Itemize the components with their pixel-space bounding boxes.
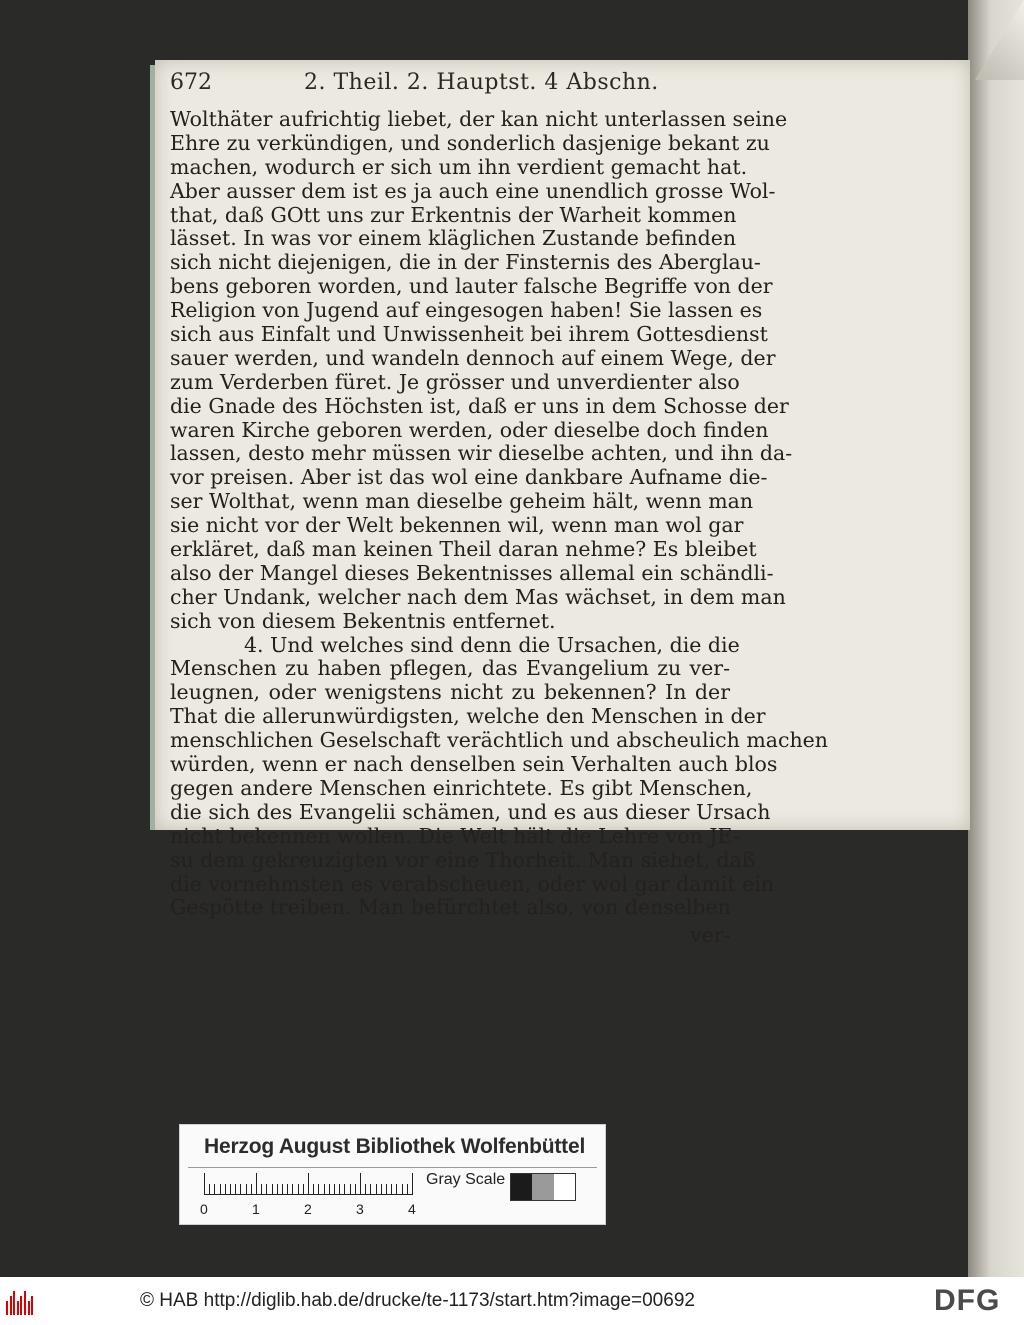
ruler-tick xyxy=(256,1173,257,1195)
dfg-logo: DFG xyxy=(934,1284,1001,1317)
text-line: die sich des Evangelii schämen, und es aus dieser Ursach xyxy=(170,799,771,824)
text-line: leugnen, oder wenigstens nicht zu bekennen? In der xyxy=(170,680,730,705)
ruler-tick xyxy=(209,1184,210,1195)
ruler-tick xyxy=(370,1184,371,1195)
ruler-tick xyxy=(230,1184,231,1195)
ruler-tick xyxy=(303,1184,304,1195)
ruler-tick xyxy=(277,1184,278,1195)
text-line: zum Verderben füret. Je grösser und unverdienter also xyxy=(170,369,740,394)
ruler-tick xyxy=(350,1184,351,1195)
ruler-tick xyxy=(386,1184,387,1195)
ruler-tick xyxy=(396,1184,397,1195)
gray-swatch xyxy=(554,1174,575,1200)
ruler-tick xyxy=(381,1184,382,1195)
text-line: that, daß GOtt uns zur Erkentnis der Warheit kommen xyxy=(170,202,737,227)
ruler-tick xyxy=(334,1184,335,1195)
library-name: Herzog August Bibliothek Wolfenbüttel xyxy=(204,1135,586,1158)
ruler-tick xyxy=(235,1184,236,1195)
text-line: die vornehmsten es verabscheuen, oder wol gar damit ein xyxy=(170,871,775,896)
ruler-tick xyxy=(339,1184,340,1195)
text-line: Wolthäter aufrichtig liebet, der kan nicht unterlassen seine xyxy=(170,107,788,131)
gray-swatch xyxy=(532,1174,553,1200)
ruler-tick xyxy=(282,1184,283,1195)
text-line: ser Wolthat, wenn man dieselbe geheim hält, wenn man xyxy=(170,489,754,514)
ruler-tick xyxy=(292,1184,293,1195)
label-divider xyxy=(188,1167,597,1168)
text-line: That die allerunwürdigsten, welche den Menschen in der xyxy=(170,704,766,729)
ruler-tick xyxy=(298,1184,299,1195)
ruler-tick xyxy=(376,1184,377,1195)
ruler-tick xyxy=(318,1184,319,1195)
text-line: erkläret, daß man keinen Theil daran nehme? Es bleibet xyxy=(170,537,757,562)
ruler-tick xyxy=(204,1173,205,1195)
running-head: 2. Theil. 2. Hauptst. 4 Abschn. xyxy=(304,70,659,95)
text-line: vor preisen. Aber ist das wol eine dankbare Aufname die- xyxy=(170,465,768,490)
ruler-number: 0 xyxy=(200,1201,208,1217)
text-line: menschlichen Geselschaft verächtlich und abscheulich machen xyxy=(170,728,829,753)
ruler-tick xyxy=(266,1184,267,1195)
ruler-tick xyxy=(313,1184,314,1195)
ruler-tick xyxy=(220,1184,221,1195)
text-line: nicht bekennen wollen. Die Welt hält die Lehre von JE- xyxy=(170,823,740,848)
ruler-tick xyxy=(360,1173,361,1195)
text-line: Aber ausser dem ist es ja auch eine unendlich grosse Wol- xyxy=(170,178,776,203)
text-line: waren Kirche geboren werden, oder dieselbe doch finden xyxy=(170,417,769,442)
text-line: sich nicht diejenigen, die in der Finsternis des Aberglau- xyxy=(170,250,761,275)
ruler-tick xyxy=(272,1184,273,1195)
ruler-number: 4 xyxy=(408,1201,416,1217)
text-line: die Gnade des Höchsten ist, daß er uns in dem Schosse der xyxy=(170,393,789,418)
ruler-tick xyxy=(240,1184,241,1195)
ruler-tick xyxy=(308,1173,309,1195)
ruler-tick xyxy=(251,1184,252,1195)
text-line: lassen, desto mehr müssen wir dieselbe achten, und ihn da- xyxy=(170,441,793,466)
ruler-tick xyxy=(329,1184,330,1195)
text-line: 4. Und welches sind denn die Ursachen, die die xyxy=(244,632,740,657)
ruler-tick xyxy=(407,1184,408,1195)
page-header xyxy=(170,70,750,100)
ruler-tick xyxy=(214,1184,215,1195)
gray-swatch xyxy=(511,1174,532,1200)
text-line: Gespötte treiben. Man befürchtet also, von denselben xyxy=(170,895,731,920)
text-line: cher Undank, welcher nach dem Mas wächset, in dem man xyxy=(170,584,786,609)
text-line: also der Mangel dieses Bekentnisses allemal ein schändli- xyxy=(170,560,774,585)
text-line: sich von diesem Bekentnis entfernet. xyxy=(170,608,556,633)
page-number: 672 xyxy=(170,70,212,95)
text-line: Religion von Jugend auf eingesogen haben! Sie lassen es xyxy=(170,298,763,323)
text-line: machen, wodurch er sich um ihn verdient gemacht hat. xyxy=(170,154,748,179)
text-line: Ehre zu verkündigen, und sonderlich dasjenige bekant zu xyxy=(170,130,770,155)
text-line: su dem gekreuzigten vor eine Thorheit. Man siehet, daß xyxy=(170,847,756,872)
ruler-tick xyxy=(365,1184,366,1195)
gray-scale-swatches xyxy=(510,1173,576,1201)
text-line: sie nicht vor der Welt bekennen wil, wenn man wol gar xyxy=(170,513,744,538)
ruler-tick xyxy=(355,1184,356,1195)
library-label-card xyxy=(179,1124,606,1225)
text-line: Menschen zu haben pflegen, das Evangelium zu ver- xyxy=(170,656,730,681)
footer-bar xyxy=(0,1277,1024,1325)
ruler-number: 3 xyxy=(356,1201,364,1217)
ruler-number: 1 xyxy=(252,1201,260,1217)
gray-scale-label: Gray Scale xyxy=(426,1171,506,1188)
ruler-tick xyxy=(391,1184,392,1195)
catchword: ver- xyxy=(690,923,731,947)
ruler-tick xyxy=(261,1184,262,1195)
adjacent-page-edge xyxy=(968,0,1024,1277)
ruler-tick xyxy=(225,1184,226,1195)
measurement-ruler xyxy=(204,1173,412,1195)
ruler-tick xyxy=(287,1184,288,1195)
text-line: sich aus Einfalt und Unwissenheit bei ihrem Gottesdienst xyxy=(170,322,768,347)
body-text xyxy=(170,107,829,920)
text-line: würden, wenn er nach denselben sein Verhalten auch blos xyxy=(170,752,778,777)
hab-logo-icon xyxy=(6,1287,36,1315)
ruler-tick xyxy=(412,1173,413,1195)
copyright-text: © HAB http://diglib.hab.de/drucke/te-1173/start.htm?image=00692 xyxy=(140,1290,695,1311)
text-line: bens geboren worden, und lauter falsche Begriffe von der xyxy=(170,274,773,299)
ruler-tick xyxy=(402,1184,403,1195)
ruler-tick xyxy=(324,1184,325,1195)
text-line: gegen andere Menschen einrichtete. Es gibt Menschen, xyxy=(170,775,753,800)
ruler-tick xyxy=(246,1184,247,1195)
ruler-tick xyxy=(344,1184,345,1195)
ruler-number: 2 xyxy=(304,1201,312,1217)
text-line: sauer werden, und wandeln dennoch auf einem Wege, der xyxy=(170,345,776,370)
text-line: lässet. In was vor einem kläglichen Zustande befinden xyxy=(170,226,737,251)
